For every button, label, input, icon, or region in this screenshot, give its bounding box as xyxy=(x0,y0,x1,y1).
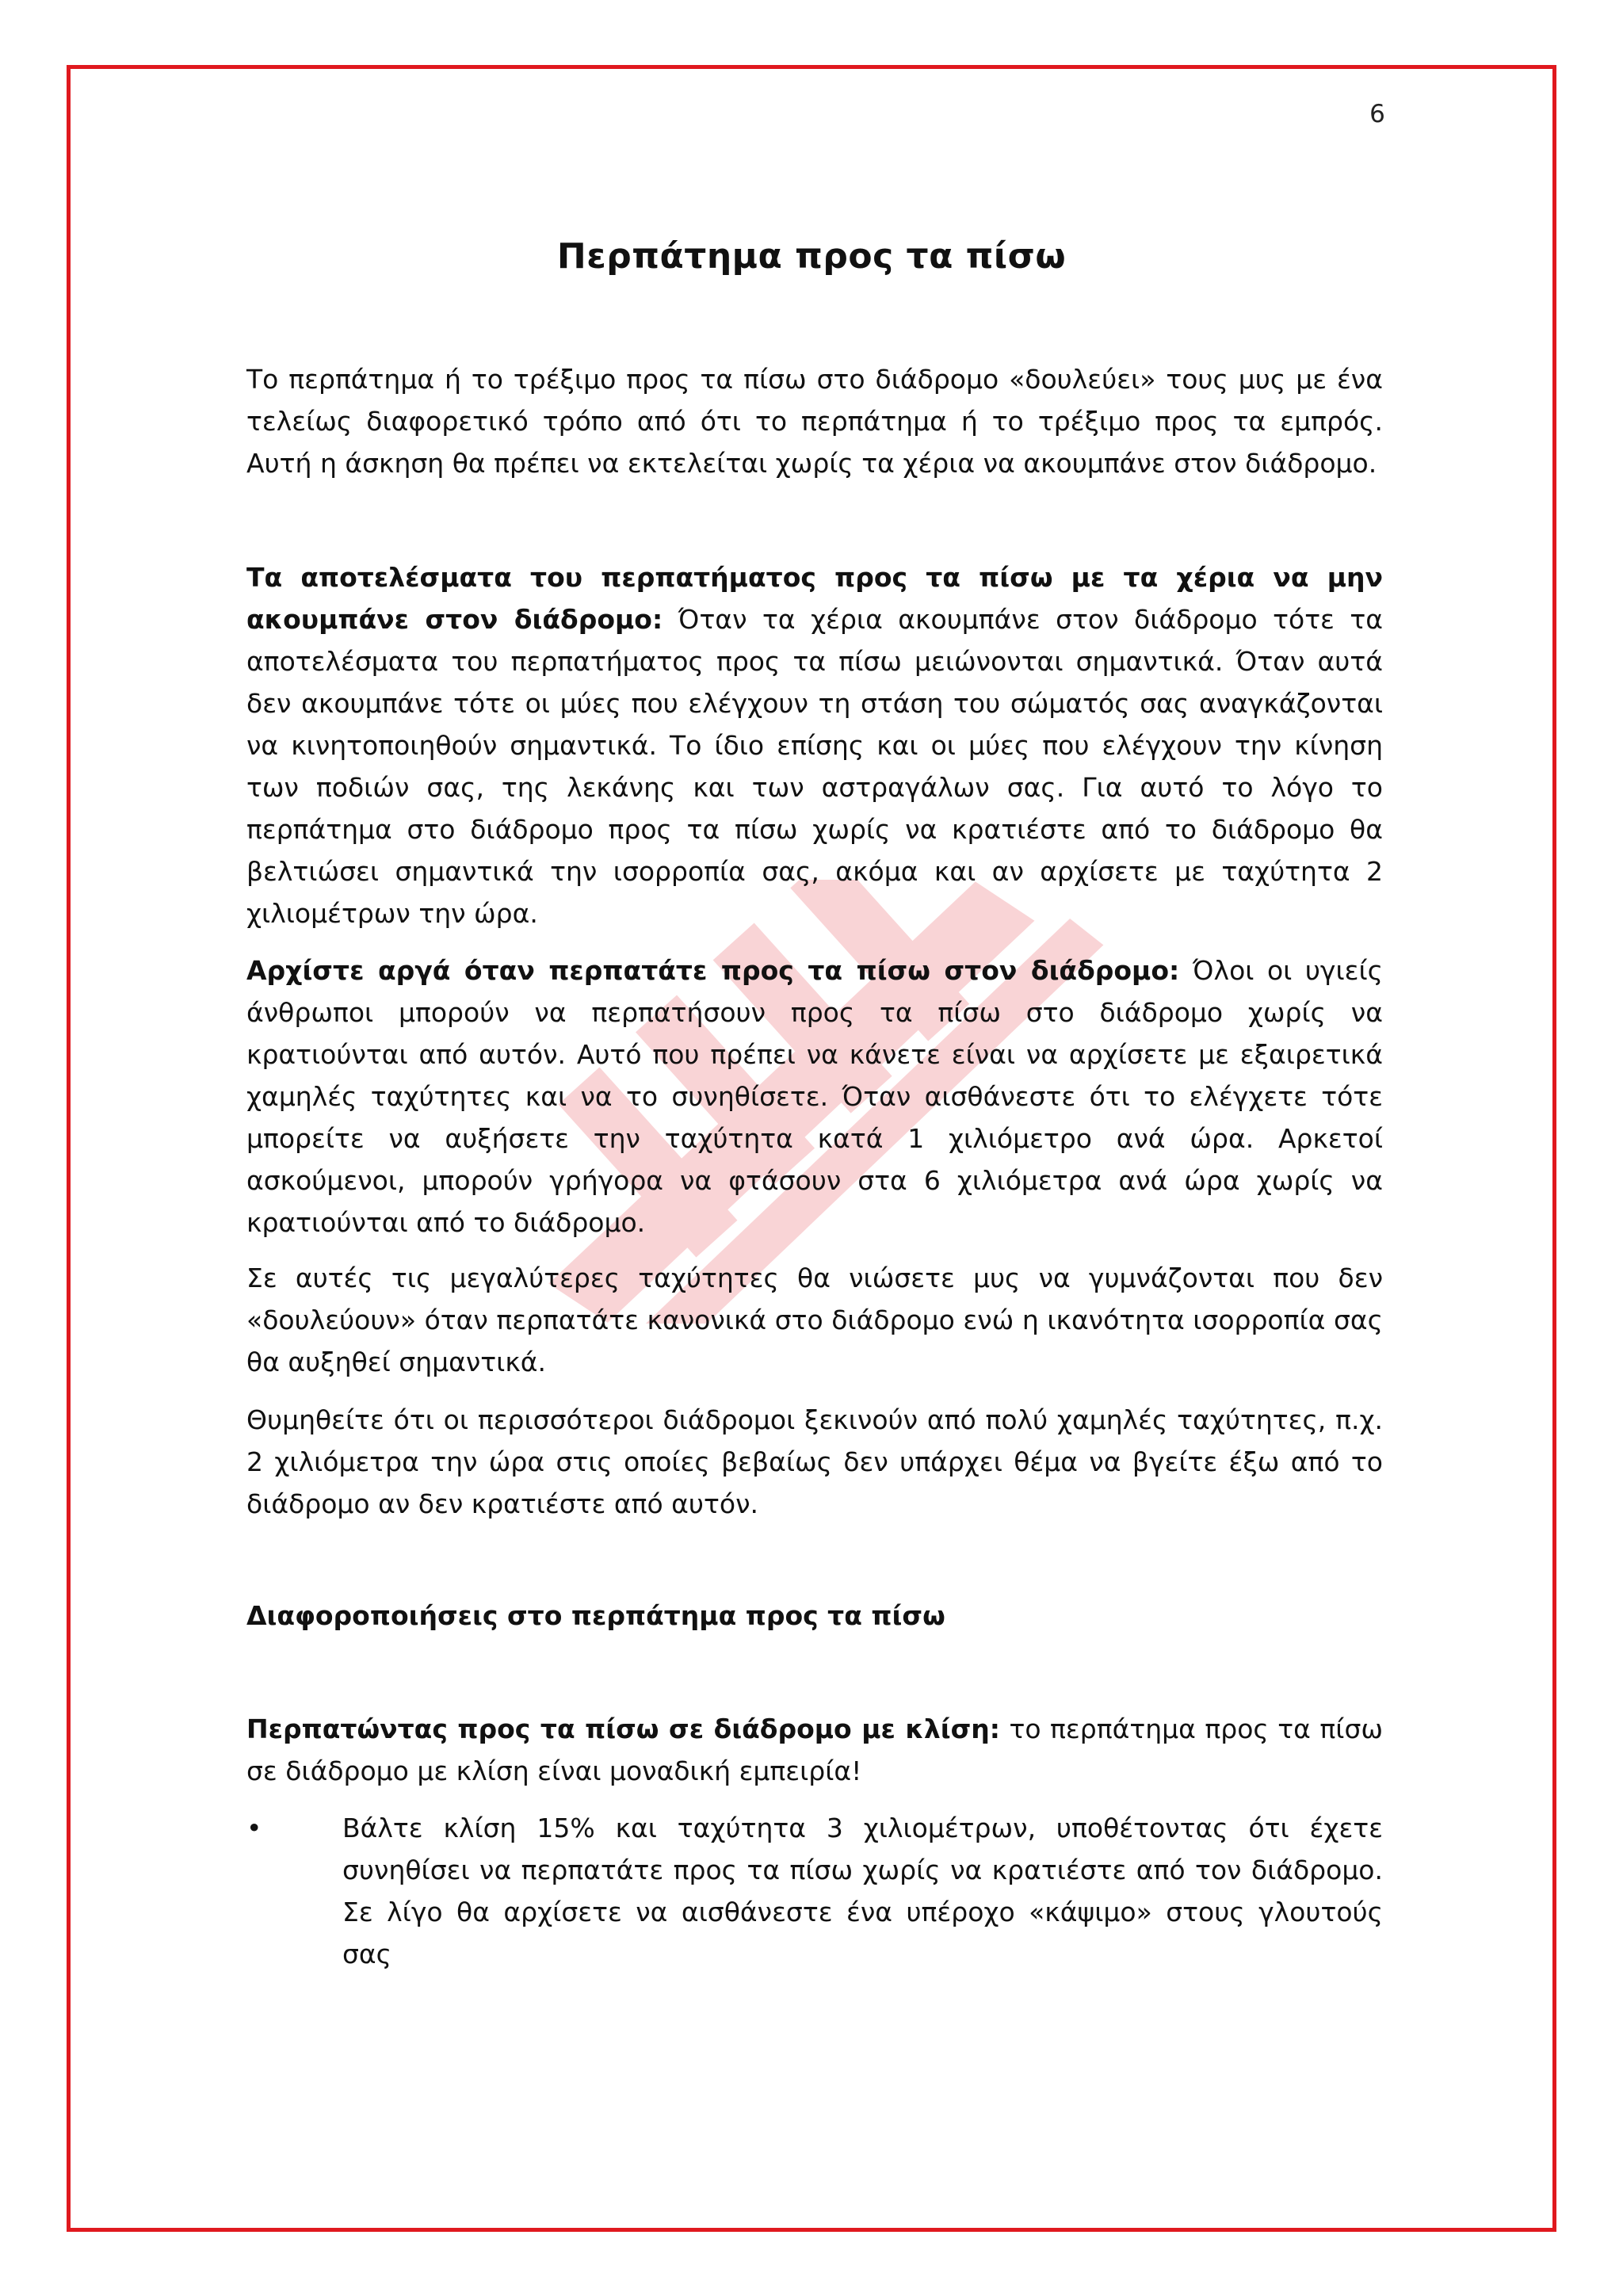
start-slow-paragraph xyxy=(246,949,1383,1244)
variations-section xyxy=(246,1595,1383,1637)
page-title: Περπάτημα προς τα πίσω xyxy=(556,236,1067,277)
start-slow-heading: Αρχίστε αργά όταν περπατάτε προς τα πίσω στον διάδρομο: xyxy=(246,955,1180,986)
higher-speeds-paragraph: Σε αυτές τις μεγαλύτερες ταχύτητες θα νιώσετε μυς να γυμνάζονται που δεν «δουλεύουν» όταν περπατάτε κανονικά στο διάδρομο ενώ η ικανότητα ισορροπία σας θα αυξηθεί σημαντικά. xyxy=(246,1263,1383,1377)
incline-text: το περπάτημα προς τα πίσω σε διάδρομο με κλίση είναι μοναδική εμπειρία! xyxy=(246,1713,1383,1786)
variations-heading: Διαφοροποιήσεις στο περπάτημα προς τα πίσω xyxy=(246,1600,945,1631)
incline-bullet-list xyxy=(246,1807,1383,1975)
results-heading: Τα αποτελέσματα του περπατήματος προς τα πίσω με τα χέρια να μην ακουμπάνε στον διάδρομο: xyxy=(246,562,1383,635)
reminder-section xyxy=(246,1399,1383,1525)
incline-heading: Περπατώντας προς τα πίσω σε διάδρομο με κλίση: xyxy=(246,1713,1000,1744)
higher-speeds-section xyxy=(246,1257,1383,1383)
results-paragraph xyxy=(246,556,1383,934)
bullet-text: Βάλτε κλίση 15% και ταχύτητα 3 χιλιομέτρων, υποθέτοντας ότι έχετε συνηθίσει να περπατάτε προς τα πίσω χωρίς να κρατιέστε από τον διάδρομο. Σε λίγο θα αρχίσετε να αισθάνεστε ένα υπέροχο «κάψιμο» στους γλουτούς σας xyxy=(342,1813,1383,1969)
start-slow-text: Όλοι οι υγιείς άνθρωποι μπορούν να περπατήσουν προς τα πίσω στο διάδρομο χωρίς να κρατιούνται από αυτόν. Αυτό που πρέπει να κάνετε είναι να αρχίσετε με εξαιρετικά χαμηλές ταχύτητες και να το συνηθίσετε. Όταν αισθάνεστε ότι το ελέγχετε τότε μπορείτε να αυξήσετε την ταχύτητα κατά 1 χιλιόμετρο ανά ώρα. Αρκετοί ασκούμενοι, μπορούν γρήγορα να φτάσουν στα 6 χιλιόμετρα ανά ώρα χωρίς να κρατιούνται από το διάδρομο. xyxy=(246,955,1383,1238)
page-number: 6 xyxy=(1369,100,1385,128)
start-slow-section xyxy=(246,949,1383,1244)
results-text: Όταν τα χέρια ακουμπάνε στον διάδρομο τότε τα αποτελέσματα του περπατήματος προς τα πίσω μειώνονται σημαντικά. Όταν αυτά δεν ακουμπάνε τότε οι μύες που ελέγχουν τη στάση του σώματός σας αναγκάζονται να κινητοποιηθούν σημαντικά. Το ίδιο επίσης και οι μύες που ελέγχουν την κίνηση των ποδιών σας, της λεκάνης και των αστραγάλων σας. Για αυτό το λόγο το περπάτημα στο διάδρομο προς τα πίσω χωρίς να κρατιέστε από το διάδρομο θα βελτιώσει σημαντικά την ισορροπία σας, ακόμα και αν αρχίσετε με ταχύτητα 2 χιλιομέτρων την ώρα. xyxy=(246,604,1383,929)
intro-section xyxy=(246,358,1383,484)
reminder-paragraph: Θυμηθείτε ότι οι περισσότεροι διάδρομοι ξεκινούν από πολύ χαμηλές ταχύτητες, π.χ. 2 χιλιόμετρα την ώρα στις οποίες βεβαίως δεν υπάρχει θέμα να βγείτε έξω από το διάδρομο αν δεν κρατιέστε από αυτόν. xyxy=(246,1404,1383,1519)
incline-section xyxy=(246,1708,1383,1792)
list-item xyxy=(246,1807,1383,1975)
incline-paragraph xyxy=(246,1708,1383,1792)
intro-paragraph: Το περπάτημα ή το τρέξιμο προς τα πίσω στο διάδρομο «δουλεύει» τους μυς με ένα τελείως διαφορετικό τρόπο από ότι το περπάτημα ή το τρέξιμο προς τα εμπρός. Αυτή η άσκηση θα πρέπει να εκτελείται χωρίς τα χέρια να ακουμπάνε στον διάδρομο. xyxy=(246,364,1383,479)
bullet-icon: • xyxy=(246,1813,262,1843)
results-section xyxy=(246,556,1383,934)
